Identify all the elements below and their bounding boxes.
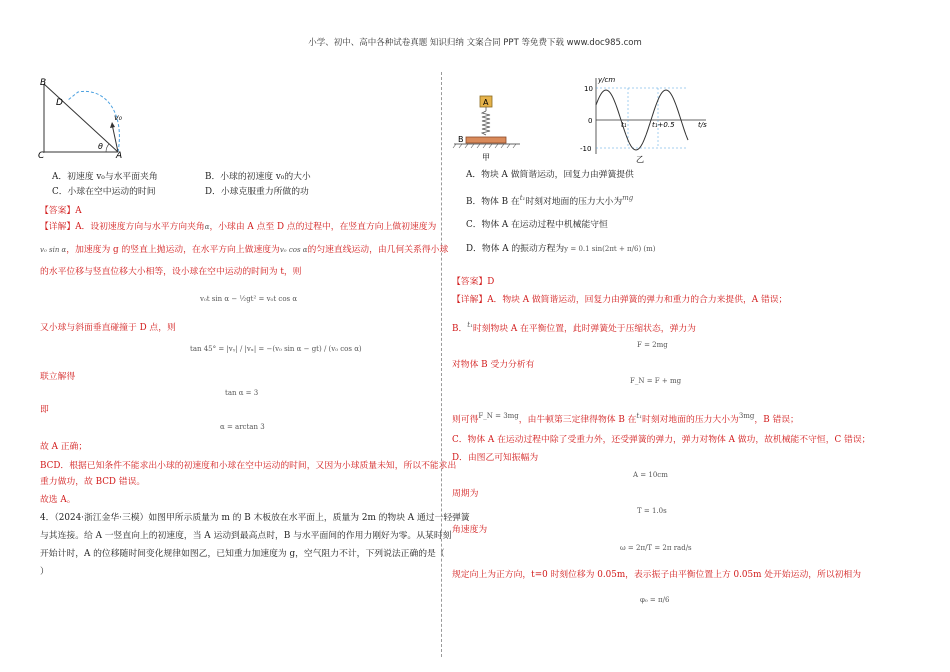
r-detail-3: 对物体 B 受力分析有: [452, 360, 535, 370]
y-axis-label: y/cm: [598, 76, 616, 84]
tick-t1p: t₁+0.5: [652, 121, 675, 129]
r-detail-8: 角速度为: [452, 525, 488, 535]
r-detail-1: 【详解】A．物块 A 做简谐运动，回复力由弹簧的弹力和重力的合力来提供，A 错误；: [452, 295, 788, 305]
incline-figure: [30, 72, 160, 162]
r-equation-3: A = 10cm: [633, 471, 668, 479]
r-equation-4: T = 1.0s: [637, 507, 667, 515]
detail-line-2: v₀ sin α，加速度为 g 的竖直上抛运动，在水平方向上做速度为v₀ cos α的匀速直线运动，由几何关系得小球: [40, 245, 449, 255]
equation-2: tan 45° = |vᵧ| / |vₓ| = −(v₀ sin α − gt) / (v₀ cos α): [190, 345, 362, 353]
displacement-time-graph: [576, 74, 716, 166]
tick-0: 0: [588, 117, 593, 125]
equation-4: α = arctan 3: [220, 423, 265, 431]
detail-line-10: 故选 A。: [40, 495, 76, 505]
detail-line-7: 故 A 正确；: [40, 442, 88, 452]
q4-line-2: 与其连接。给 A 一竖直向上的初速度，当 A 运动到最高点时，B 与水平面间的作用力刚好为零。从某时刻: [40, 531, 452, 541]
equation-3: tan α = 3: [225, 389, 259, 397]
r-detail-7: 周期为: [452, 489, 479, 499]
label-v0: v₀: [114, 113, 122, 122]
detail-line-8: BCD．根据已知条件不能求出小球的初速度和小球在空中运动的时间，又因为小球质量未知，所以不能求出: [40, 461, 457, 471]
equation-1: v₀t sin α − ½gt² = v₀t cos α: [200, 295, 298, 303]
r-equation-1: F = 2mg: [637, 341, 668, 349]
option-a: A．初速度 v₀与水平面夹角: [52, 172, 158, 182]
r-equation-6: φ₀ = π/6: [640, 596, 670, 604]
option-r-a: A．物块 A 做简谐运动，回复力由弹簧提供: [466, 170, 634, 180]
r-detail-2: B．$^{t_1}$时刻物块 A 在平衡位置，此时弹簧处于压缩状态，弹力为: [452, 321, 696, 334]
label-b: B: [40, 78, 47, 88]
option-b: B．小球的初速度 v₀的大小: [205, 172, 311, 182]
label-theta: θ: [98, 142, 103, 151]
detail-line-9: 重力做功，故 BCD 错误。: [40, 477, 146, 487]
tick-neg10: -10: [580, 145, 592, 153]
label-d: D: [56, 98, 63, 108]
q4-line-1: 4．（2024·浙江金华·三模）如图甲所示质量为 m 的 B 木板放在水平面上，质量为 2m 的物块 A 通过一轻弹簧: [40, 513, 470, 523]
r-detail-9: 规定向上为正方向，t=0 时刻位移为 0.05m，表示振子由平衡位置上方 0.05m 处开始运动，所以初相为: [452, 570, 862, 580]
label-c: C: [38, 151, 45, 161]
x-axis-label: t/s: [698, 121, 707, 129]
answer-label-right: 【答案】D: [452, 277, 495, 287]
detail-line-6: 即: [40, 405, 49, 415]
answer-label: 【答案】A: [40, 206, 82, 216]
fig-yi-label: 乙: [636, 155, 644, 164]
r-detail-6: D．由图乙可知振幅为: [452, 453, 539, 463]
option-r-b: B．物体 B 在$^{t_1}$时刻对地面的压力大小为$^{mg}$: [466, 194, 634, 207]
tick-10: 10: [584, 85, 593, 93]
detail-line-1: 【详解】A．设初速度方向与水平方向夹角α，小球由 A 点至 D 点的过程中，在竖直方向上做初速度为: [40, 222, 437, 232]
detail-line-4: 又小球与斜面垂直碰撞于 D 点，则: [40, 323, 176, 333]
label-a: A: [116, 151, 123, 161]
q4-line-4: ）: [40, 567, 49, 577]
r-equation-5: ω = 2π/T = 2π rad/s: [620, 544, 692, 552]
r-detail-5: C．物体 A 在运动过程中除了受重力外，还受弹簧的弹力，弹力对物体 A 做功，故机械能不守恒，C 错误；: [452, 435, 871, 445]
r-detail-4: 则可得$^{F\_N = 3mg}$，由牛顿第三定律得物体 B 在$^{t_1}$时刻对地面的压力大小为$^{3mg}$，B 错误；: [452, 412, 799, 425]
detail-line-5: 联立解得: [40, 372, 76, 382]
fig-jia-label: 甲: [482, 153, 490, 162]
option-r-d: D．物体 A 的振动方程为y = 0.1 sin(2πt + π/6) (m): [466, 244, 656, 254]
spring-figure: [452, 84, 532, 164]
q4-line-3: 开始计时，A 的位移随时间变化规律如图乙，已知重力加速度为 g，空气阻力不计，下列说法正确的是（: [40, 549, 445, 559]
column-divider: [441, 72, 442, 657]
r-equation-2: F_N = F + mg: [630, 377, 682, 385]
option-d: D．小球克服重力所做的功: [205, 187, 309, 197]
board-b-label: B: [458, 135, 464, 144]
option-r-c: C．物体 A 在运动过程中机械能守恒: [466, 220, 608, 230]
page-header: 小学、初中、高中各种试卷真题 知识归纳 文案合同 PPT 等免费下载 www.doc985.com: [308, 38, 642, 48]
option-c: C．小球在空中运动的时间: [52, 187, 156, 197]
tick-t1: t₁: [621, 121, 627, 129]
detail-line-3: 的水平位移与竖直位移大小相等，设小球在空中运动的时间为 t，则: [40, 267, 302, 277]
block-a-label: A: [483, 98, 489, 107]
